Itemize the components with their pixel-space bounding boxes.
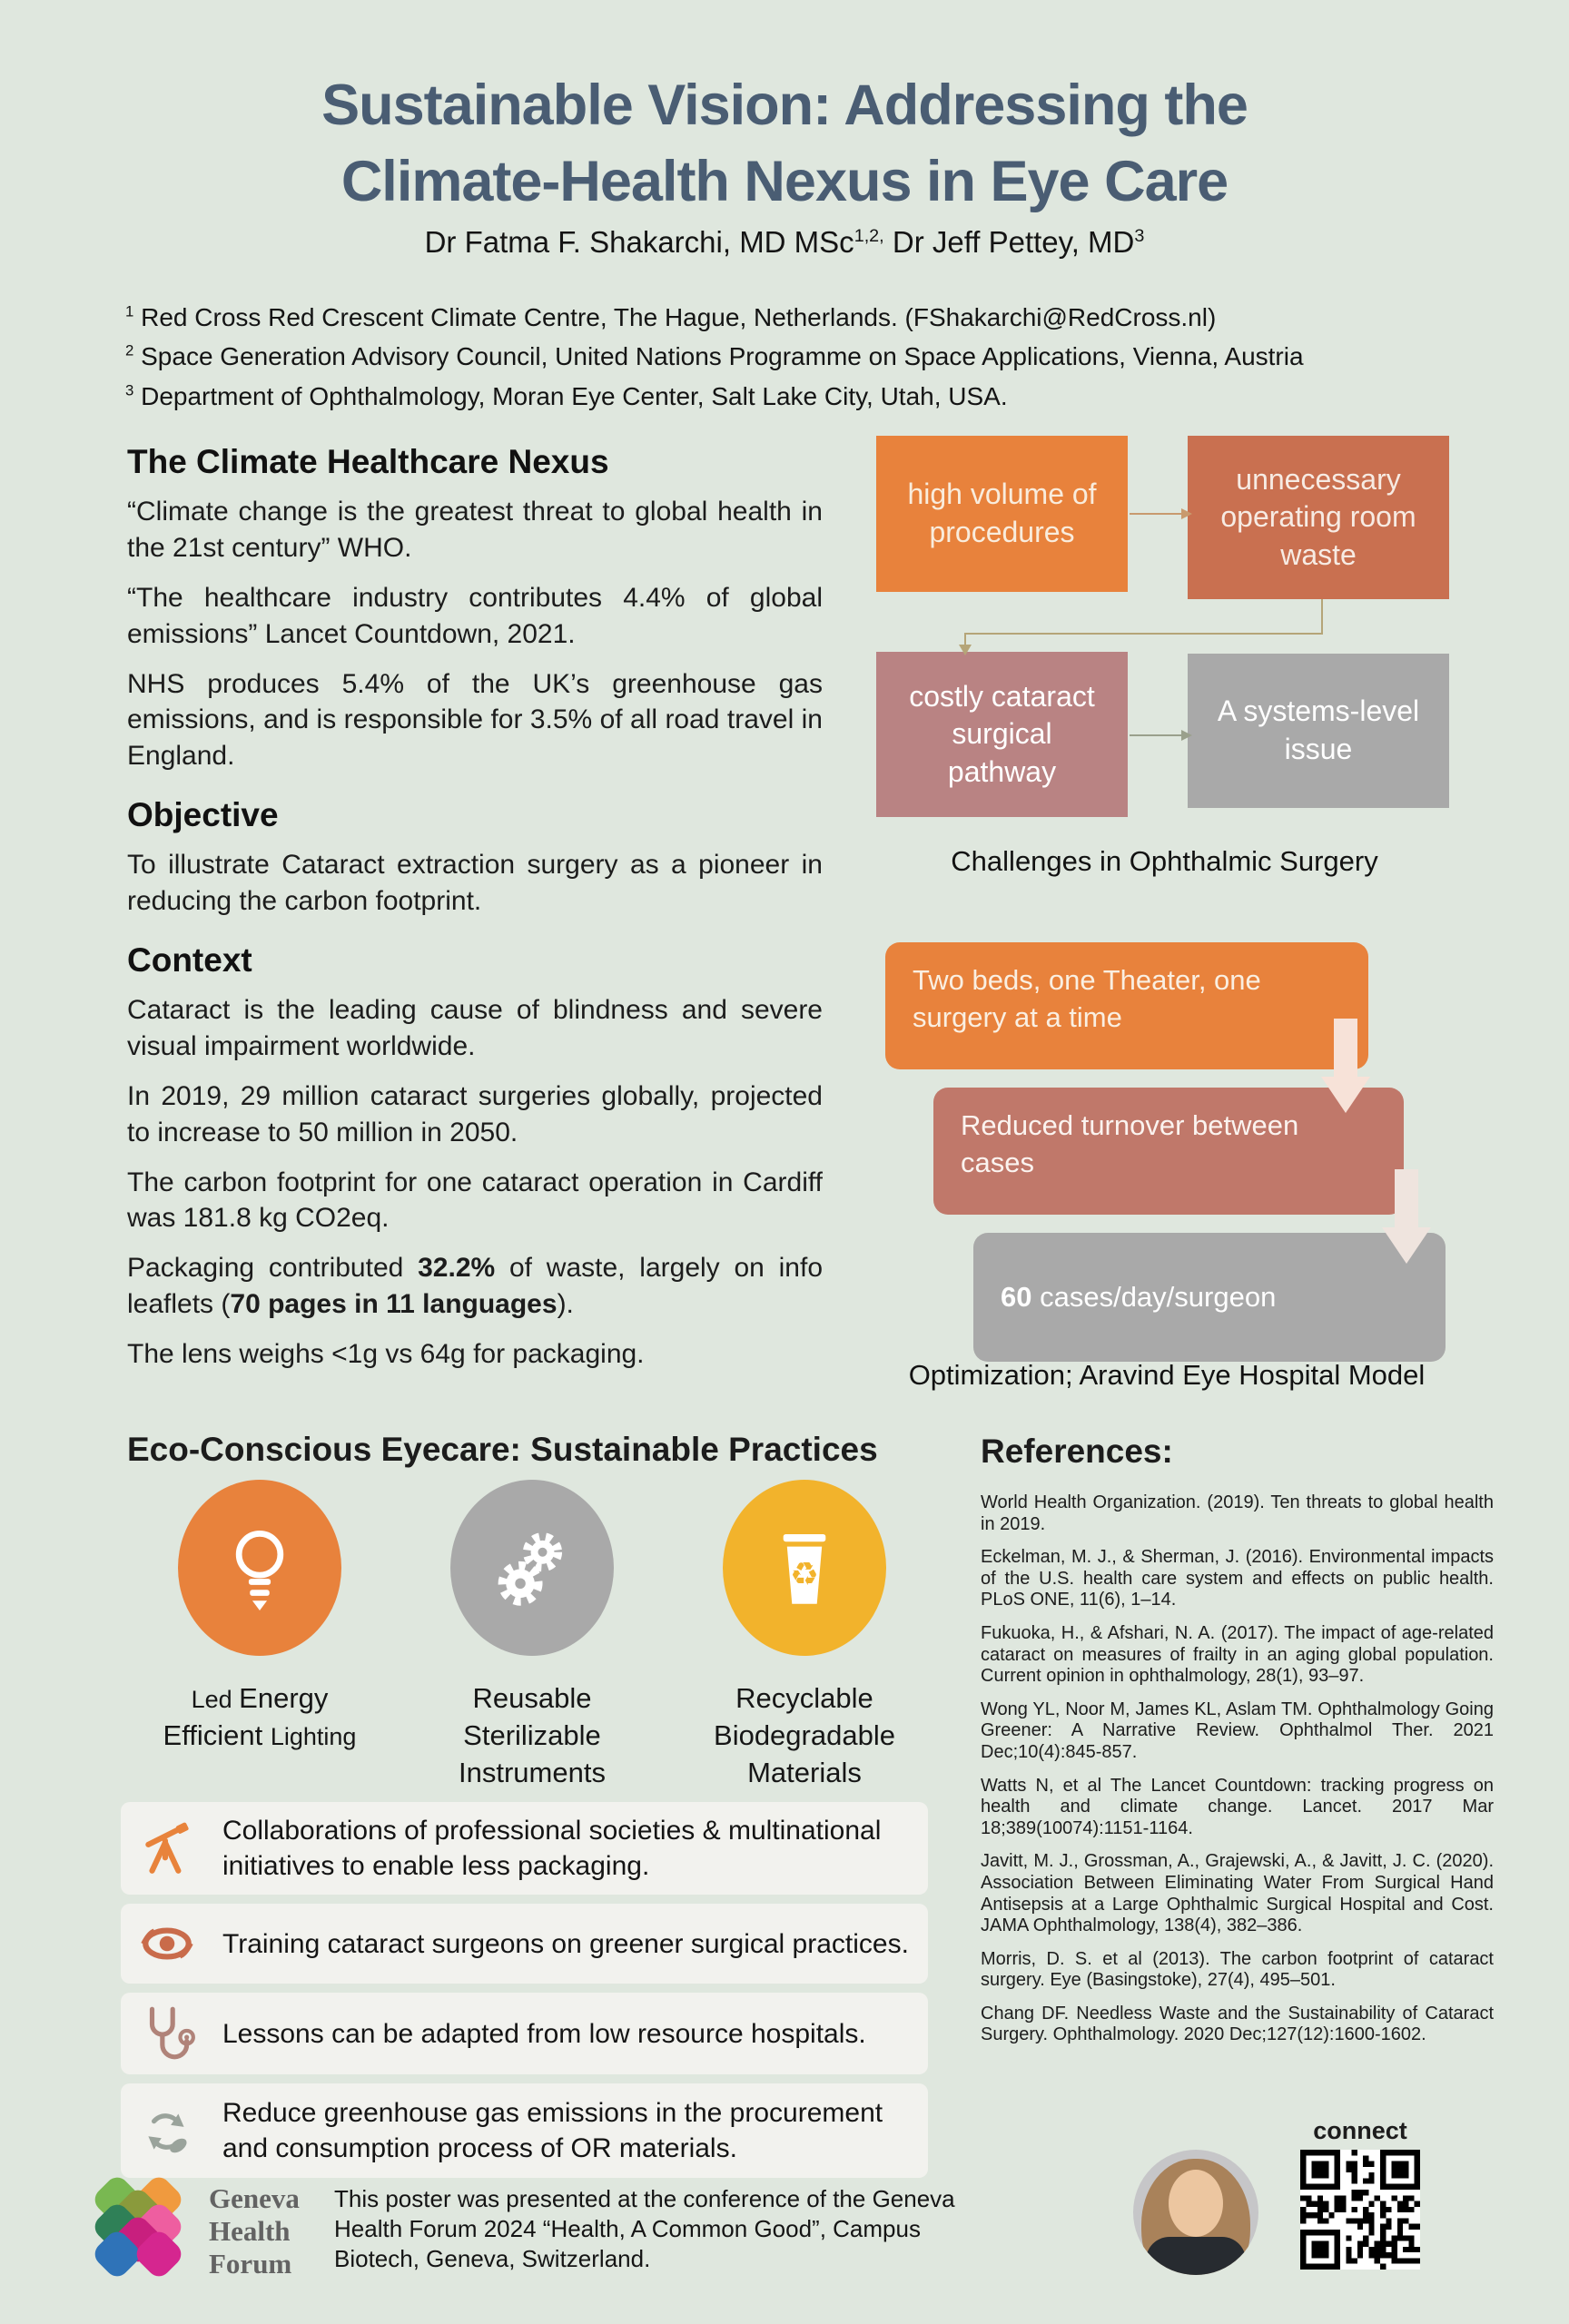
logo-wordmark: Geneva Health Forum [209, 2182, 300, 2280]
context-paragraph-5: The lens weighs <1g vs 64g for packaging. [127, 1339, 645, 1370]
references-section [981, 1433, 1494, 2058]
section-heading-eco: Eco-Conscious Eyecare: Sustainable Practices [127, 1431, 878, 1468]
bullet-row-collaborations [121, 1802, 928, 1895]
practice-bullets [121, 1802, 928, 2187]
eco-cards-row [127, 1480, 937, 1792]
eco-card-label: Led Energy Efficient Lighting [163, 1682, 357, 1752]
references-heading: References: [981, 1433, 1173, 1470]
nexus-paragraph-1: “Climate change is the greatest threat to global health in the 21st century” WHO. [127, 497, 823, 563]
bullet-row-reduce-ghg [121, 2083, 928, 2178]
reference-item: Chang DF. Needless Waste and the Sustainability of Cataract Surgery. Ophthalmology. 2020 Dec;127(12):1600-1602. [981, 2003, 1494, 2045]
qr-code [1300, 2150, 1420, 2270]
optimization-step-1: Two beds, one Theater, one surgery at a time [885, 942, 1368, 1069]
bullet-text: Reduce greenhouse gas emissions in the procurement and consumption process of OR materials. [222, 2098, 883, 2163]
left-column [127, 443, 823, 1386]
affiliation-1: $^1$ Red Cross Red Crescent Climate Centre, The Hague, Netherlands. (FShakarchi@RedCross.nl) [125, 302, 1217, 331]
section-heading-nexus: The Climate Healthcare Nexus [127, 443, 609, 480]
optimization-caption: Optimization; Aravind Eye Hospital Model [908, 1359, 1426, 1391]
reference-item: Javitt, M. J., Grossman, A., Grajewski, A., & Javitt, J. C. (2020). Association Between Eliminating Water From Surgical Hand Antisepsis at a Large Ophthalmic Surgical Hospital and Cost. JAMA Ophthalmology, 138(4), 382–386. [981, 1851, 1494, 1936]
reference-item: Fukuoka, H., & Afshari, N. A. (2017). The impact of age-related cataract on measures of frailty in an aging global population. Current opinion in ophthalmology, 28(1), 93–97. [981, 1622, 1494, 1687]
challenge-box-costly-pathway: costly cataract surgical pathway [876, 652, 1128, 817]
optimization-step-2: Reduced turnover between cases [933, 1088, 1404, 1215]
telescope-icon [137, 1817, 197, 1880]
reference-item: Morris, D. S. et al (2013). The carbon footprint of cataract surgery. Eye (Basingstoke), 27(4), 495–501. [981, 1948, 1494, 1991]
connect-label: connect [1313, 2117, 1407, 2144]
recycle-bin-icon [723, 1480, 886, 1656]
challenges-caption: Challenges in Ophthalmic Surgery [951, 845, 1378, 877]
eye-icon [137, 1912, 197, 1975]
author-2: Dr Jeff Pettey, MD [883, 225, 1135, 259]
reference-item: World Health Organization. (2019). Ten threats to global health in 2019. [981, 1492, 1494, 1534]
affiliation-3: $^3$ Department of Ophthalmology, Moran Eye Center, Salt Lake City, Utah, USA. [125, 381, 1008, 410]
gears-icon [450, 1480, 614, 1656]
svg-text:♻: ♻ [790, 1556, 819, 1593]
bullet-text: Lessons can be adapted from low resource hospitals. [222, 2018, 866, 2049]
section-heading-context: Context [127, 941, 252, 980]
challenge-box-systems-issue: A systems-level issue [1188, 654, 1449, 808]
avatar-torso [1146, 2237, 1246, 2275]
optimization-step-3: 60 cases/day/surgeon [973, 1233, 1446, 1362]
title-line-2: Climate-Health Nexus in Eye Care [340, 150, 1229, 214]
author-1: Dr Fatma F. Shakarchi, MD MSc [424, 225, 854, 259]
eco-card-label: Reusable Sterilizable Instruments [459, 1682, 606, 1789]
eco-card-label: Recyclable Biodegradable Materials [714, 1682, 895, 1789]
eco-card-lighting [127, 1480, 392, 1792]
context-paragraph-1: Cataract is the leading cause of blindness and severe visual impairment worldwide. [127, 995, 823, 1061]
reference-item: Eckelman, M. J., & Sherman, J. (2016). Environmental impacts of the U.S. health care system and effects on public health. PLoS ONE, 11(6), 1–14. [981, 1547, 1494, 1610]
reference-item: Wong YL, Noor M, James KL, Aslam TM. Ophthalmology Going Greener: A Narrative Review. Ophthalmol Ther. 2021 Dec;10(4):845-857. [981, 1699, 1494, 1762]
recycle-leaf-icon [137, 2099, 197, 2162]
bullet-text: Training cataract surgeons on greener surgical practices. [222, 1928, 909, 1959]
authors-line [0, 225, 1569, 260]
avatar-face [1169, 2170, 1223, 2237]
nexus-paragraph-2: “The healthcare industry contributes 4.4% of global emissions” Lancet Countdown, 2021. [127, 582, 823, 649]
down-arrow-icon [1382, 1169, 1431, 1264]
nexus-paragraph-3: NHS produces 5.4% of the UK’s greenhouse gas emissions, and is responsible for 3.5% of all road travel in England. [127, 668, 823, 772]
affiliation-2: $^2$ Space Generation Advisory Council, United Nations Programme on Space Applications, Vienna, Austria [125, 342, 1304, 371]
challenges-connector-arrows [872, 427, 1507, 844]
context-paragraph-4: Packaging contributed 32.2% of waste, largely on info leaflets (70 pages in 11 languages). [127, 1253, 824, 1320]
section-heading-objective: Objective [127, 796, 279, 834]
objective-paragraph: To illustrate Cataract extraction surgery as a pioneer in reducing the carbon footprint. [127, 850, 823, 917]
lightbulb-icon [178, 1480, 341, 1656]
title-line-1: Sustainable Vision: Addressing the [321, 74, 1248, 137]
reference-item: Watts N, et al The Lancet Countdown: tracking progress on health and climate change. Lancet. 2017 Mar 18;389(10074):1151-1164. [981, 1775, 1494, 1838]
author-1-affil-sup: 1,2, [854, 226, 884, 246]
bullet-row-training [121, 1904, 928, 1984]
eco-card-instruments [400, 1480, 665, 1792]
eco-card-materials [672, 1480, 937, 1792]
author-portrait [1133, 2150, 1258, 2275]
bullet-row-lessons [121, 1993, 928, 2074]
challenge-box-high-volume: high volume of procedures [876, 436, 1128, 592]
stethoscope-icon [137, 2002, 197, 2065]
down-arrow-icon [1321, 1019, 1370, 1113]
bullet-text: Collaborations of professional societies & multinational initiatives to enable less packaging. [222, 1816, 882, 1881]
challenge-box-or-waste: unnecessary operating room waste [1188, 436, 1449, 599]
affiliations [125, 298, 1304, 416]
context-paragraph-2: In 2019, 29 million cataract surgeries globally, projected to increase to 50 million in 2050. [127, 1080, 823, 1147]
geneva-health-forum-logo [91, 2179, 196, 2286]
context-paragraph-3: The carbon footprint for one cataract operation in Cardiff was 181.8 kg CO2eq. [127, 1167, 823, 1234]
author-2-affil-sup: 3 [1134, 226, 1145, 246]
presentation-note: This poster was presented at the conference of the Geneva Health Forum 2024 “Health, A Common Good”, Campus Biotech, Geneva, Switzerland. [334, 2185, 955, 2273]
page-title [0, 67, 1569, 221]
